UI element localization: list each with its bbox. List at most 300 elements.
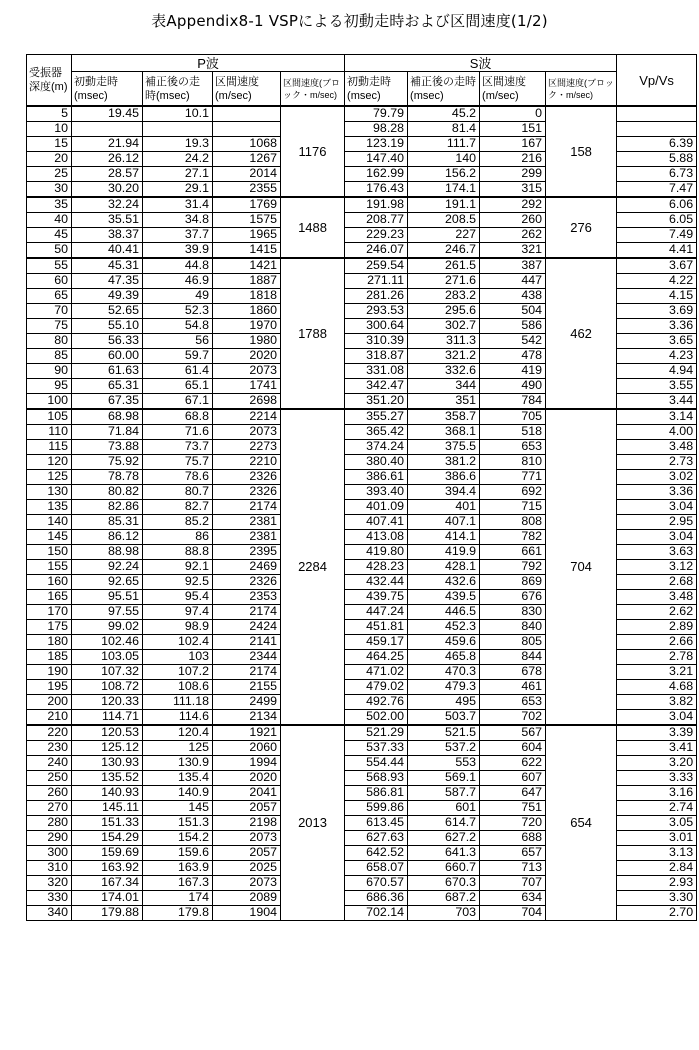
p-first-arrival-cell: 82.86: [72, 500, 143, 515]
s-corrected-time-cell: 227: [408, 228, 480, 243]
p-interval-velocity-cell: 1415: [213, 243, 281, 259]
p-first-arrival-cell: 19.45: [72, 106, 143, 122]
s-interval-velocity-cell: 707: [480, 876, 546, 891]
s-first-arrival-cell: 162.99: [345, 167, 408, 182]
p-interval-velocity-cell: 2424: [213, 620, 281, 635]
s-corrected-time-cell: 311.3: [408, 334, 480, 349]
p-interval-velocity-cell: 1980: [213, 334, 281, 349]
s-first-arrival-cell: 386.61: [345, 470, 408, 485]
p-corrected-time-cell: 61.4: [143, 364, 213, 379]
p-corrected-time-cell: 108.6: [143, 680, 213, 695]
p-first-arrival-cell: 140.93: [72, 786, 143, 801]
s-interval-velocity-cell: 542: [480, 334, 546, 349]
s-corrected-time-cell: 351: [408, 394, 480, 410]
p-interval-velocity-cell: 2073: [213, 364, 281, 379]
s-interval-velocity-cell: 692: [480, 485, 546, 500]
s-corrected-time-cell: 569.1: [408, 771, 480, 786]
depth-cell: 150: [27, 545, 72, 560]
p-corrected-time-cell: 56: [143, 334, 213, 349]
p-interval-velocity-cell: 2326: [213, 470, 281, 485]
s-interval-velocity-cell: 840: [480, 620, 546, 635]
p-corrected-time-cell: 92.1: [143, 560, 213, 575]
vpvs-cell: 7.47: [617, 182, 697, 198]
s-corrected-time-cell: 641.3: [408, 846, 480, 861]
s-first-arrival-cell: 702.14: [345, 906, 408, 921]
s-corrected-time-cell: 479.3: [408, 680, 480, 695]
s-first-arrival-cell: 147.40: [345, 152, 408, 167]
s-block-velocity-cell: 704: [546, 409, 617, 725]
p-corrected-time-cell: 27.1: [143, 167, 213, 182]
s-first-arrival-cell: 670.57: [345, 876, 408, 891]
p-first-arrival-cell: 30.20: [72, 182, 143, 198]
depth-cell: 155: [27, 560, 72, 575]
depth-cell: 175: [27, 620, 72, 635]
s-corrected-time-cell: 321.2: [408, 349, 480, 364]
p-corrected-time-cell: 82.7: [143, 500, 213, 515]
depth-cell: 160: [27, 575, 72, 590]
vpvs-cell: 2.73: [617, 455, 697, 470]
vpvs-cell: 4.15: [617, 289, 697, 304]
s-first-arrival-cell: 208.77: [345, 213, 408, 228]
s-first-arrival-cell: 459.17: [345, 635, 408, 650]
p-interval-velocity-cell: 1741: [213, 379, 281, 394]
p-interval-velocity-cell: 2134: [213, 710, 281, 726]
p-corrected-time-cell: 54.8: [143, 319, 213, 334]
p-interval-velocity-cell: 2141: [213, 635, 281, 650]
depth-cell: 130: [27, 485, 72, 500]
s-corrected-time-cell: 419.9: [408, 545, 480, 560]
s-first-arrival-cell: 79.79: [345, 106, 408, 122]
s-first-arrival-cell: 413.08: [345, 530, 408, 545]
vpvs-cell: 4.00: [617, 425, 697, 440]
s-first-arrival-cell: 686.36: [345, 891, 408, 906]
s-corrected-time-cell: 446.5: [408, 605, 480, 620]
depth-cell: 95: [27, 379, 72, 394]
p-interval-velocity-header: 区間速度(m/sec): [213, 72, 281, 107]
p-first-arrival-cell: 86.12: [72, 530, 143, 545]
vpvs-header: Vp/Vs: [617, 55, 697, 107]
s-corrected-time-cell: 358.7: [408, 409, 480, 425]
p-first-arrival-cell: 73.88: [72, 440, 143, 455]
s-interval-velocity-cell: 805: [480, 635, 546, 650]
vpvs-cell: 3.63: [617, 545, 697, 560]
vpvs-cell: 6.39: [617, 137, 697, 152]
s-corrected-time-cell: 156.2: [408, 167, 480, 182]
s-interval-velocity-cell: 518: [480, 425, 546, 440]
depth-cell: 40: [27, 213, 72, 228]
s-first-arrival-cell: 191.98: [345, 197, 408, 213]
s-interval-velocity-cell: 844: [480, 650, 546, 665]
depth-cell: 15: [27, 137, 72, 152]
vpvs-cell: 2.89: [617, 620, 697, 635]
p-interval-velocity-cell: 1904: [213, 906, 281, 921]
p-interval-velocity-cell: 2698: [213, 394, 281, 410]
s-first-arrival-cell: 271.11: [345, 274, 408, 289]
s-corrected-time-cell: 452.3: [408, 620, 480, 635]
s-corrected-time-cell: 428.1: [408, 560, 480, 575]
s-interval-velocity-cell: 461: [480, 680, 546, 695]
s-interval-velocity-cell: 634: [480, 891, 546, 906]
s-interval-velocity-cell: 299: [480, 167, 546, 182]
s-corrected-time-cell: 140: [408, 152, 480, 167]
p-corrected-time-cell: 163.9: [143, 861, 213, 876]
s-interval-velocity-cell: 869: [480, 575, 546, 590]
p-interval-velocity-cell: 2210: [213, 455, 281, 470]
depth-cell: 140: [27, 515, 72, 530]
vpvs-cell: 2.70: [617, 906, 697, 921]
s-first-arrival-cell: 471.02: [345, 665, 408, 680]
p-first-arrival-cell: 71.84: [72, 425, 143, 440]
p-first-arrival-cell: 154.29: [72, 831, 143, 846]
depth-cell: 65: [27, 289, 72, 304]
s-corrected-time-cell: 459.6: [408, 635, 480, 650]
s-interval-velocity-cell: 782: [480, 530, 546, 545]
p-first-arrival-cell: 68.98: [72, 409, 143, 425]
s-corrected-time-cell: 614.7: [408, 816, 480, 831]
s-corrected-time-cell: 703: [408, 906, 480, 921]
vpvs-cell: 6.05: [617, 213, 697, 228]
s-interval-velocity-cell: 504: [480, 304, 546, 319]
p-corrected-time-cell: 46.9: [143, 274, 213, 289]
p-first-arrival-cell: 55.10: [72, 319, 143, 334]
s-interval-velocity-cell: 567: [480, 725, 546, 741]
vpvs-cell: 3.04: [617, 530, 697, 545]
p-block-velocity-cell: 1788: [281, 258, 345, 409]
s-corrected-time-cell: 375.5: [408, 440, 480, 455]
s-corrected-time-cell: 394.4: [408, 485, 480, 500]
depth-cell: 50: [27, 243, 72, 259]
depth-cell: 25: [27, 167, 72, 182]
p-first-arrival-cell: 163.92: [72, 861, 143, 876]
p-interval-velocity-cell: 2060: [213, 741, 281, 756]
p-corrected-time-cell: 167.3: [143, 876, 213, 891]
p-corrected-time-cell: 130.9: [143, 756, 213, 771]
vpvs-cell: 6.73: [617, 167, 697, 182]
s-interval-velocity-cell: 478: [480, 349, 546, 364]
p-interval-velocity-cell: 1575: [213, 213, 281, 228]
s-interval-velocity-header: 区間速度(m/sec): [480, 72, 546, 107]
p-corrected-time-cell: 114.6: [143, 710, 213, 726]
vpvs-cell: 2.74: [617, 801, 697, 816]
s-interval-velocity-cell: 151: [480, 122, 546, 137]
depth-cell: 70: [27, 304, 72, 319]
p-corrected-time-cell: 24.2: [143, 152, 213, 167]
s-first-arrival-cell: 492.76: [345, 695, 408, 710]
table-row: [27, 106, 697, 122]
s-interval-velocity-cell: 321: [480, 243, 546, 259]
s-interval-velocity-cell: 262: [480, 228, 546, 243]
p-interval-velocity-cell: 2014: [213, 167, 281, 182]
p-corrected-time-cell: 135.4: [143, 771, 213, 786]
s-corrected-time-cell: 407.1: [408, 515, 480, 530]
p-first-arrival-cell: 61.63: [72, 364, 143, 379]
p-corrected-time-cell: 154.2: [143, 831, 213, 846]
vpvs-cell: 3.41: [617, 741, 697, 756]
s-first-arrival-cell: 451.81: [345, 620, 408, 635]
s-corrected-time-cell: 439.5: [408, 590, 480, 605]
s-interval-velocity-cell: 315: [480, 182, 546, 198]
vpvs-cell: 4.23: [617, 349, 697, 364]
vpvs-cell: 3.48: [617, 590, 697, 605]
vpvs-cell: 3.01: [617, 831, 697, 846]
p-first-arrival-cell: 80.82: [72, 485, 143, 500]
s-first-arrival-cell: 428.23: [345, 560, 408, 575]
s-interval-velocity-cell: 751: [480, 801, 546, 816]
s-first-arrival-cell: 407.41: [345, 515, 408, 530]
s-interval-velocity-cell: 604: [480, 741, 546, 756]
p-corrected-time-cell: 71.6: [143, 425, 213, 440]
s-first-arrival-cell: 627.63: [345, 831, 408, 846]
depth-cell: 110: [27, 425, 72, 440]
vpvs-cell: 2.66: [617, 635, 697, 650]
p-corrected-time-cell: 85.2: [143, 515, 213, 530]
p-corrected-time-cell: 174: [143, 891, 213, 906]
s-interval-velocity-cell: 260: [480, 213, 546, 228]
s-first-arrival-cell: 355.27: [345, 409, 408, 425]
p-corrected-time-cell: 88.8: [143, 545, 213, 560]
vpvs-cell: [617, 106, 697, 122]
depth-cell: 10: [27, 122, 72, 137]
p-first-arrival-cell: 65.31: [72, 379, 143, 394]
s-first-arrival-cell: 318.87: [345, 349, 408, 364]
p-corrected-time-cell: 34.8: [143, 213, 213, 228]
vpvs-cell: [617, 122, 697, 137]
depth-cell: 290: [27, 831, 72, 846]
s-first-arrival-cell: 246.07: [345, 243, 408, 259]
p-interval-velocity-cell: 2499: [213, 695, 281, 710]
p-corrected-time-cell: 39.9: [143, 243, 213, 259]
s-corrected-time-cell: 537.2: [408, 741, 480, 756]
depth-cell: 85: [27, 349, 72, 364]
vpvs-cell: 2.68: [617, 575, 697, 590]
vpvs-cell: 3.20: [617, 756, 697, 771]
p-first-arrival-cell: 67.35: [72, 394, 143, 410]
p-first-arrival-cell: 52.65: [72, 304, 143, 319]
vpvs-cell: 3.82: [617, 695, 697, 710]
s-corrected-time-cell: 368.1: [408, 425, 480, 440]
depth-cell: 220: [27, 725, 72, 741]
p-interval-velocity-cell: 2381: [213, 515, 281, 530]
s-corrected-time-cell: 660.7: [408, 861, 480, 876]
p-first-arrival-header: 初動走時(msec): [72, 72, 143, 107]
p-interval-velocity-cell: 2353: [213, 590, 281, 605]
p-interval-velocity-cell: 1068: [213, 137, 281, 152]
p-corrected-time-cell: 125: [143, 741, 213, 756]
s-corrected-time-cell: 601: [408, 801, 480, 816]
s-first-arrival-cell: 586.81: [345, 786, 408, 801]
depth-cell: 195: [27, 680, 72, 695]
s-interval-velocity-cell: 653: [480, 695, 546, 710]
vpvs-cell: 2.95: [617, 515, 697, 530]
s-first-arrival-cell: 365.42: [345, 425, 408, 440]
p-corrected-time-cell: 19.3: [143, 137, 213, 152]
s-corrected-time-cell: 208.5: [408, 213, 480, 228]
p-first-arrival-cell: 47.35: [72, 274, 143, 289]
p-first-arrival-cell: 102.46: [72, 635, 143, 650]
s-interval-velocity-cell: 705: [480, 409, 546, 425]
depth-cell: 90: [27, 364, 72, 379]
p-corrected-time-cell: 31.4: [143, 197, 213, 213]
p-first-arrival-cell: 179.88: [72, 906, 143, 921]
p-interval-velocity-cell: 1818: [213, 289, 281, 304]
s-corrected-time-cell: 45.2: [408, 106, 480, 122]
s-first-arrival-cell: 568.93: [345, 771, 408, 786]
s-first-arrival-cell: 331.08: [345, 364, 408, 379]
depth-cell: 170: [27, 605, 72, 620]
s-corrected-time-cell: 470.3: [408, 665, 480, 680]
s-block-velocity-cell: 276: [546, 197, 617, 258]
s-first-arrival-cell: 380.40: [345, 455, 408, 470]
p-interval-velocity-cell: 1887: [213, 274, 281, 289]
s-interval-velocity-cell: 447: [480, 274, 546, 289]
depth-cell: 35: [27, 197, 72, 213]
p-first-arrival-cell: 107.32: [72, 665, 143, 680]
s-first-arrival-cell: 521.29: [345, 725, 408, 741]
p-interval-velocity-cell: 2469: [213, 560, 281, 575]
p-first-arrival-cell: 45.31: [72, 258, 143, 274]
p-interval-velocity-cell: 2344: [213, 650, 281, 665]
p-first-arrival-cell: 174.01: [72, 891, 143, 906]
p-corrected-time-cell: 92.5: [143, 575, 213, 590]
s-interval-velocity-cell: 771: [480, 470, 546, 485]
s-corrected-time-cell: 587.7: [408, 786, 480, 801]
s-corrected-time-cell: 670.3: [408, 876, 480, 891]
vpvs-cell: 3.14: [617, 409, 697, 425]
vpvs-cell: 6.06: [617, 197, 697, 213]
p-corrected-time-cell: 10.1: [143, 106, 213, 122]
s-block-velocity-cell: 158: [546, 106, 617, 197]
p-first-arrival-cell: 88.98: [72, 545, 143, 560]
s-interval-velocity-cell: 653: [480, 440, 546, 455]
s-interval-velocity-cell: 292: [480, 197, 546, 213]
p-first-arrival-cell: 32.24: [72, 197, 143, 213]
depth-cell: 80: [27, 334, 72, 349]
s-interval-velocity-cell: 678: [480, 665, 546, 680]
depth-header: 受振器深度(m): [27, 55, 72, 107]
p-corrected-time-cell: 29.1: [143, 182, 213, 198]
s-block-velocity-cell: 654: [546, 725, 617, 921]
p-first-arrival-cell: 28.57: [72, 167, 143, 182]
p-interval-velocity-cell: 1970: [213, 319, 281, 334]
s-first-arrival-cell: 613.45: [345, 816, 408, 831]
p-corrected-time-cell: 37.7: [143, 228, 213, 243]
p-corrected-time-cell: 80.7: [143, 485, 213, 500]
depth-cell: 115: [27, 440, 72, 455]
depth-cell: 100: [27, 394, 72, 410]
p-interval-velocity-cell: 2198: [213, 816, 281, 831]
depth-cell: 280: [27, 816, 72, 831]
p-interval-velocity-cell: 2214: [213, 409, 281, 425]
p-interval-velocity-cell: 2355: [213, 182, 281, 198]
p-corrected-time-cell: 111.18: [143, 695, 213, 710]
s-first-arrival-cell: 374.24: [345, 440, 408, 455]
vpvs-cell: 3.65: [617, 334, 697, 349]
depth-cell: 5: [27, 106, 72, 122]
s-corrected-time-cell: 261.5: [408, 258, 480, 274]
p-block-velocity-cell: 2284: [281, 409, 345, 725]
p-first-arrival-cell: 60.00: [72, 349, 143, 364]
s-first-arrival-cell: 259.54: [345, 258, 408, 274]
p-first-arrival-cell: 135.52: [72, 771, 143, 786]
s-corrected-time-cell: 627.2: [408, 831, 480, 846]
p-corrected-time-cell: 49: [143, 289, 213, 304]
s-corrected-time-cell: 495: [408, 695, 480, 710]
vsp-table: [26, 54, 697, 921]
s-first-arrival-cell: 432.44: [345, 575, 408, 590]
s-block-velocity-header: 区間速度(ブロック・m/sec): [546, 72, 617, 107]
s-block-velocity-cell: 462: [546, 258, 617, 409]
vpvs-cell: 5.88: [617, 152, 697, 167]
p-interval-velocity-cell: 1860: [213, 304, 281, 319]
s-first-arrival-cell: 537.33: [345, 741, 408, 756]
p-corrected-time-cell: 59.7: [143, 349, 213, 364]
p-interval-velocity-cell: 1994: [213, 756, 281, 771]
p-first-arrival-cell: 120.33: [72, 695, 143, 710]
p-interval-velocity-cell: 1769: [213, 197, 281, 213]
p-corrected-time-cell: 78.6: [143, 470, 213, 485]
vpvs-cell: 4.68: [617, 680, 697, 695]
s-interval-velocity-cell: 810: [480, 455, 546, 470]
s-interval-velocity-cell: 647: [480, 786, 546, 801]
s-interval-velocity-cell: 661: [480, 545, 546, 560]
p-first-arrival-cell: 159.69: [72, 846, 143, 861]
s-corrected-time-cell: 687.2: [408, 891, 480, 906]
vpvs-cell: 2.93: [617, 876, 697, 891]
s-first-arrival-cell: 502.00: [345, 710, 408, 726]
vpvs-cell: 3.39: [617, 725, 697, 741]
p-block-velocity-cell: 1176: [281, 106, 345, 197]
p-first-arrival-cell: 92.65: [72, 575, 143, 590]
s-corrected-time-cell: 465.8: [408, 650, 480, 665]
s-interval-velocity-cell: 808: [480, 515, 546, 530]
vpvs-cell: 3.44: [617, 394, 697, 410]
p-first-arrival-cell: 56.33: [72, 334, 143, 349]
p-interval-velocity-cell: 2326: [213, 575, 281, 590]
depth-cell: 190: [27, 665, 72, 680]
s-first-arrival-cell: 300.64: [345, 319, 408, 334]
p-interval-velocity-cell: 2073: [213, 425, 281, 440]
p-interval-velocity-cell: 2020: [213, 771, 281, 786]
s-corrected-time-cell: 283.2: [408, 289, 480, 304]
vpvs-cell: 3.36: [617, 485, 697, 500]
vpvs-cell: 4.41: [617, 243, 697, 259]
s-first-arrival-cell: 229.23: [345, 228, 408, 243]
p-first-arrival-cell: 40.41: [72, 243, 143, 259]
p-interval-velocity-cell: 2057: [213, 801, 281, 816]
s-corrected-time-cell: 401: [408, 500, 480, 515]
vpvs-cell: 3.33: [617, 771, 697, 786]
table-row: [27, 258, 697, 274]
p-first-arrival-cell: 95.51: [72, 590, 143, 605]
s-interval-velocity-cell: 830: [480, 605, 546, 620]
depth-cell: 55: [27, 258, 72, 274]
vpvs-cell: 3.04: [617, 710, 697, 726]
vpvs-cell: 3.36: [617, 319, 697, 334]
s-first-arrival-cell: 464.25: [345, 650, 408, 665]
p-block-velocity-cell: 2013: [281, 725, 345, 921]
p-first-arrival-cell: 85.31: [72, 515, 143, 530]
vpvs-cell: 2.78: [617, 650, 697, 665]
s-first-arrival-cell: 401.09: [345, 500, 408, 515]
p-corrected-time-cell: 65.1: [143, 379, 213, 394]
depth-cell: 20: [27, 152, 72, 167]
p-first-arrival-cell: 97.55: [72, 605, 143, 620]
s-corrected-time-cell: 295.6: [408, 304, 480, 319]
p-corrected-time-cell: 86: [143, 530, 213, 545]
depth-cell: 105: [27, 409, 72, 425]
p-interval-velocity-cell: 1965: [213, 228, 281, 243]
depth-cell: 45: [27, 228, 72, 243]
